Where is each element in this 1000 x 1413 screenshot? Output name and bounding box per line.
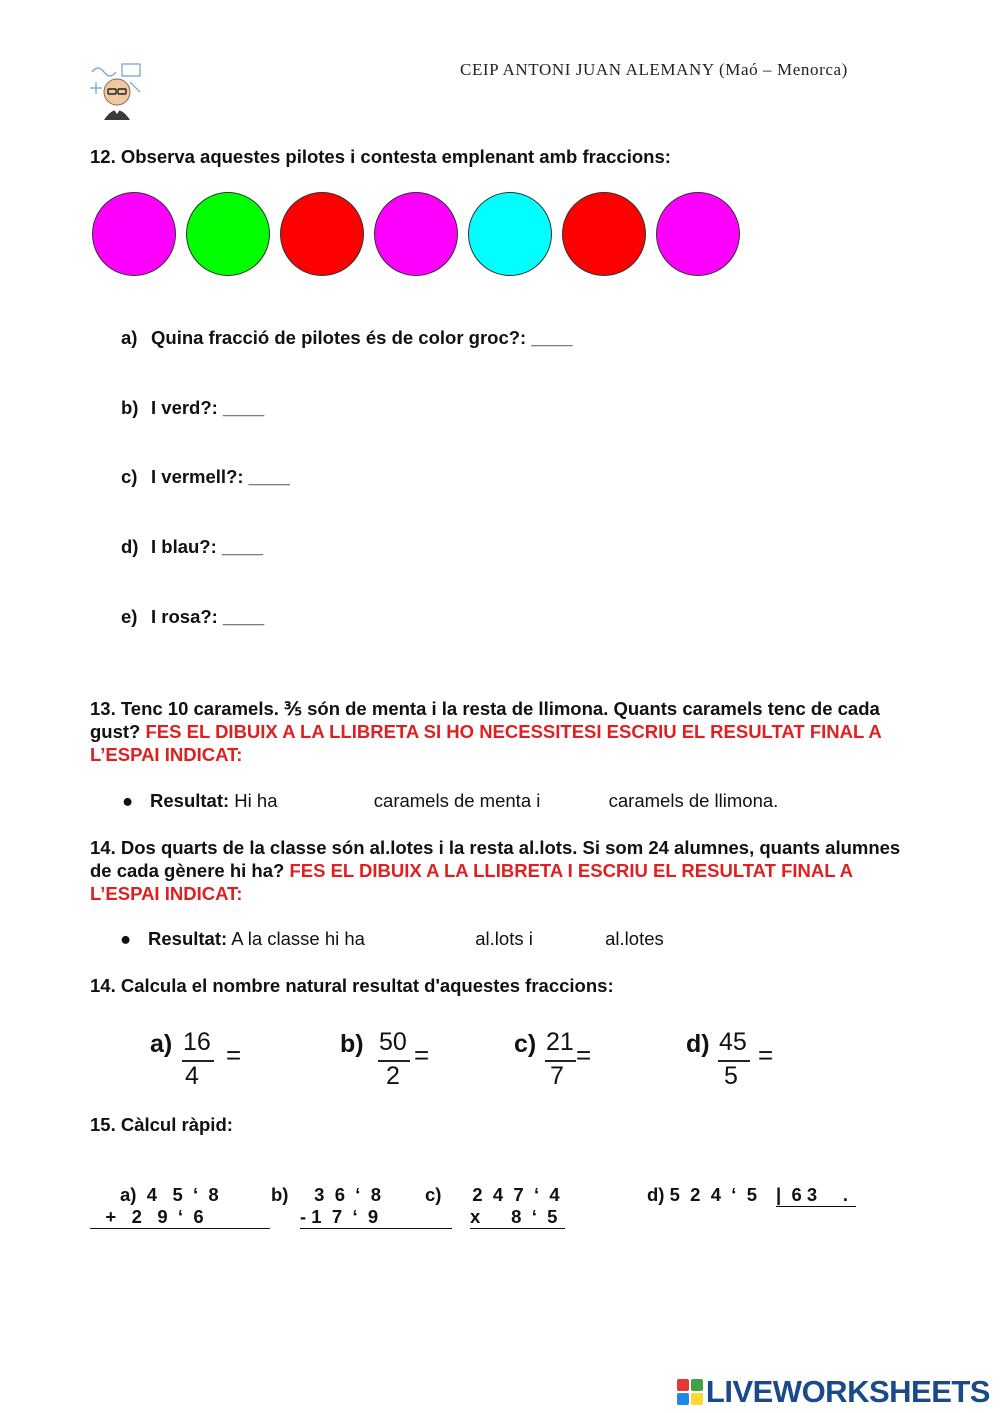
- school-name: CEIP ANTONI JUAN ALEMANY (Maó – Menorca): [460, 60, 848, 79]
- item-label: e): [121, 606, 138, 627]
- calc-b-top: b) 3 6 ‘ 8: [271, 1184, 382, 1205]
- denominator: 5: [724, 1062, 738, 1090]
- item-label: b): [121, 397, 139, 418]
- question-12b: [121, 397, 264, 419]
- denominator: 7: [550, 1062, 564, 1090]
- result-label: Resultat:: [148, 928, 228, 949]
- question-12e: [121, 606, 264, 628]
- item-text: I verd?: ____: [151, 397, 265, 418]
- fraction-letter: b): [340, 1030, 364, 1058]
- bullet-icon: ●: [122, 790, 134, 811]
- calc-d-dividend: d) 5 2 4 ‘ 5: [647, 1184, 758, 1205]
- ball: [92, 192, 176, 276]
- question-14-text: [90, 836, 910, 905]
- liveworksheets-logo-icon: [677, 1379, 703, 1405]
- ball: [656, 192, 740, 276]
- item-text: I blau?: ____: [151, 536, 264, 557]
- denominator: 2: [386, 1062, 400, 1090]
- result-part: al.lotes: [605, 928, 664, 949]
- calc-c-top: c) 2 4 7 ‘ 4: [425, 1184, 560, 1205]
- question-12-title: 12. Observa aquestes pilotes i contesta emplenant amb fraccions:: [90, 146, 671, 167]
- question-12c: [121, 466, 290, 488]
- item-label: c): [121, 466, 138, 487]
- question-13-text: [90, 697, 910, 766]
- result-part: Hi ha: [234, 790, 278, 811]
- bullet-icon: ●: [120, 928, 132, 949]
- question-14-statement: 14. Dos quarts de la classe són al.lotes i la resta al.lots. Si som 24 alumnes, quants alumnes de cada gènere hi ha?: [90, 837, 901, 881]
- calc-d-divisor: | 6 3 .: [776, 1184, 856, 1207]
- equals-sign[interactable]: =: [758, 1040, 774, 1070]
- equals-sign[interactable]: =: [414, 1040, 430, 1070]
- calc-a-bottom: + 2 9 ‘ 6: [90, 1206, 270, 1229]
- result-label: Resultat:: [150, 790, 230, 811]
- ball: [374, 192, 458, 276]
- calc-c-bottom: x 8 ‘ 5: [470, 1206, 565, 1229]
- question-13-result: [122, 790, 778, 812]
- denominator: 4: [185, 1062, 199, 1090]
- question-14-result: [120, 928, 664, 950]
- ball: [186, 192, 270, 276]
- equals-sign[interactable]: =: [226, 1040, 242, 1070]
- item-label: d): [121, 536, 139, 557]
- balls-row: [92, 192, 740, 276]
- result-part: al.lots i: [475, 928, 533, 949]
- ball: [280, 192, 364, 276]
- ball: [468, 192, 552, 276]
- numerator: 21: [546, 1028, 574, 1056]
- item-text: I vermell?: ____: [151, 466, 290, 487]
- result-part: caramels de llimona.: [608, 790, 779, 811]
- question-12a: [121, 327, 573, 349]
- ball: [562, 192, 646, 276]
- fraction-letter: d): [686, 1030, 710, 1058]
- question-15-title: 15. Càlcul ràpid:: [90, 1114, 233, 1135]
- calc-b-bottom: - 1 7 ‘ 9: [300, 1206, 452, 1229]
- result-part: caramels de menta i: [373, 790, 541, 811]
- numerator: 16: [183, 1028, 211, 1056]
- calc-a-top: a) 4 5 ‘ 8: [120, 1184, 219, 1205]
- avatar-logo: [86, 58, 148, 120]
- numerator: 45: [719, 1028, 747, 1056]
- brand-text: LIVEWORKSHEETS: [705, 1374, 990, 1409]
- result-part: A la classe hi ha: [231, 928, 365, 949]
- question-13-instruction: FES EL DIBUIX A LA LLIBRETA SI HO NECESSITESI ESCRIU EL RESULTAT FINAL A L’ESPAI INDICAT:: [90, 721, 882, 765]
- fraction-letter: c): [514, 1030, 537, 1058]
- item-text: I rosa?: ____: [151, 606, 265, 627]
- question-12d: [121, 536, 263, 558]
- question-14-instruction: FES EL DIBUIX A LA LLIBRETA I ESCRIU EL RESULTAT FINAL A L’ESPAI INDICAT:: [90, 860, 853, 904]
- item-label: a): [121, 327, 138, 348]
- fraction-letter: a): [150, 1030, 173, 1058]
- liveworksheets-brand: [677, 1374, 990, 1410]
- question-14b-title: 14. Calcula el nombre natural resultat d'aquestes fraccions:: [90, 975, 614, 996]
- numerator: 50: [379, 1028, 407, 1056]
- equals-sign[interactable]: =: [576, 1040, 592, 1070]
- question-13-statement: 13. Tenc 10 caramels. ⅗ són de menta i la resta de llimona. Quants caramels tenc de cada gust?: [90, 698, 880, 742]
- item-text: Quina fracció de pilotes és de color groc?: ____: [151, 327, 573, 348]
